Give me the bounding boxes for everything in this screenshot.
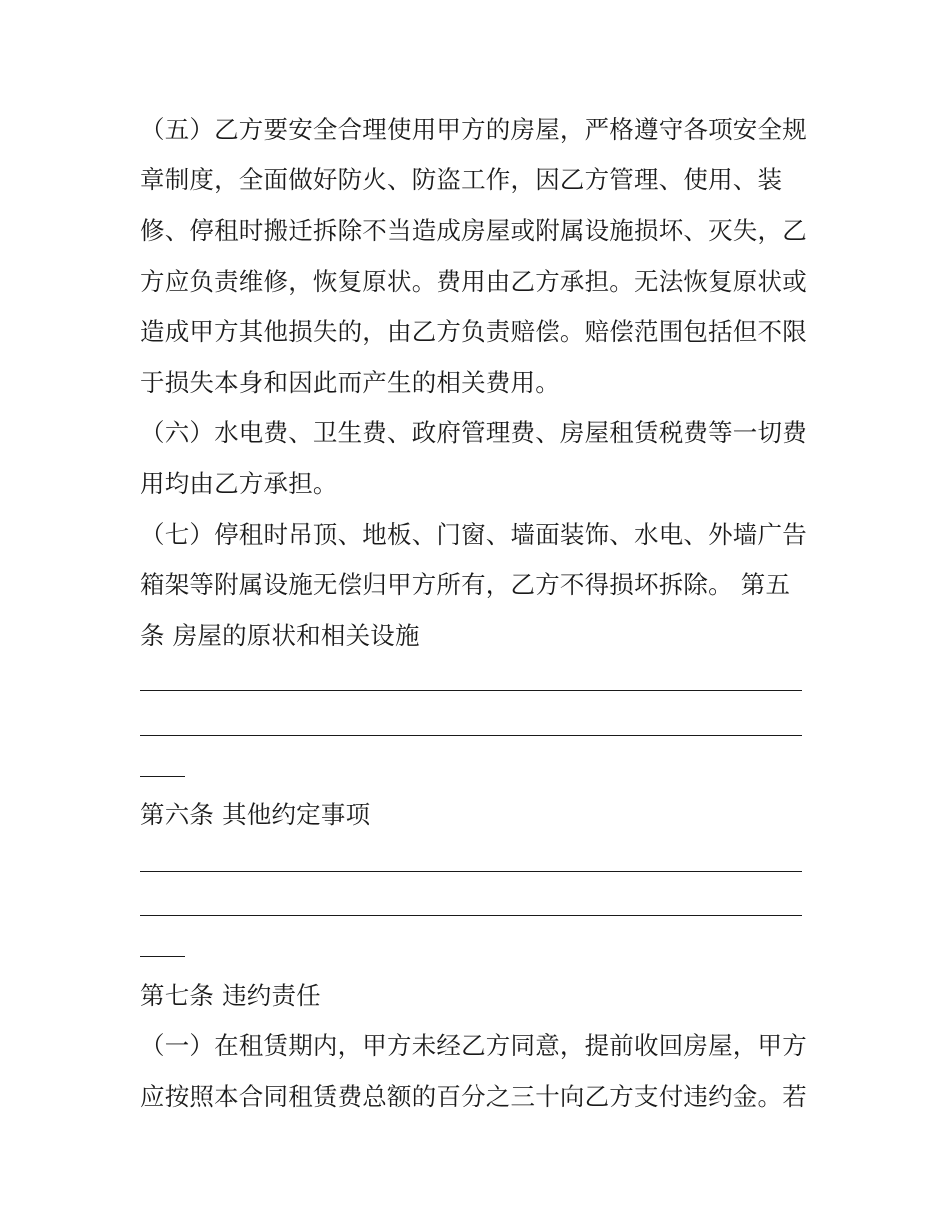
fill-in-blank-line	[140, 956, 185, 957]
clause-5-line-3: 修、停租时搬迁拆除不当造成房屋或附属设施损坏、灭失，乙	[140, 216, 807, 245]
article-7-heading: 第七条 违约责任	[140, 981, 321, 1010]
clause-7-line-2: 箱架等附属设施无偿归甲方所有，乙方不得损坏拆除。 第五	[140, 570, 791, 599]
fill-in-blank-line	[140, 915, 802, 916]
article-7-clause-1-line-2: 应按照本合同租赁费总额的百分之三十向乙方支付违约金。若	[140, 1082, 807, 1111]
article-7-clause-1-line-1: （一）在租赁期内，甲方未经乙方同意，提前收回房屋，甲方	[140, 1031, 807, 1060]
fill-in-blank-line	[140, 776, 185, 777]
fill-in-blank-line	[140, 871, 802, 872]
clause-7-line-1: （七）停租时吊顶、地板、门窗、墙面装饰、水电、外墙广告	[140, 520, 807, 549]
clause-5-line-4: 方应负责维修，恢复原状。费用由乙方承担。无法恢复原状或	[140, 267, 807, 296]
fill-in-blank-line	[140, 735, 802, 736]
article-5-heading: 条 房屋的原状和相关设施	[140, 621, 420, 650]
clause-5-line-1: （五）乙方要安全合理使用甲方的房屋，严格遵守各项安全规	[140, 115, 807, 144]
clause-5-line-5: 造成甲方其他损失的，由乙方负责赔偿。赔偿范围包括但不限	[140, 317, 807, 346]
clause-6-line-1: （六）水电费、卫生费、政府管理费、房屋租赁税费等一切费	[140, 418, 807, 447]
article-6-heading: 第六条 其他约定事项	[140, 800, 371, 829]
clause-5-line-6: 于损失本身和因此而产生的相关费用。	[140, 368, 560, 397]
clause-6-line-2: 用均由乙方承担。	[140, 469, 338, 498]
fill-in-blank-line	[140, 690, 802, 691]
clause-5-line-2: 章制度，全面做好防火、防盗工作，因乙方管理、使用、装	[140, 165, 783, 194]
